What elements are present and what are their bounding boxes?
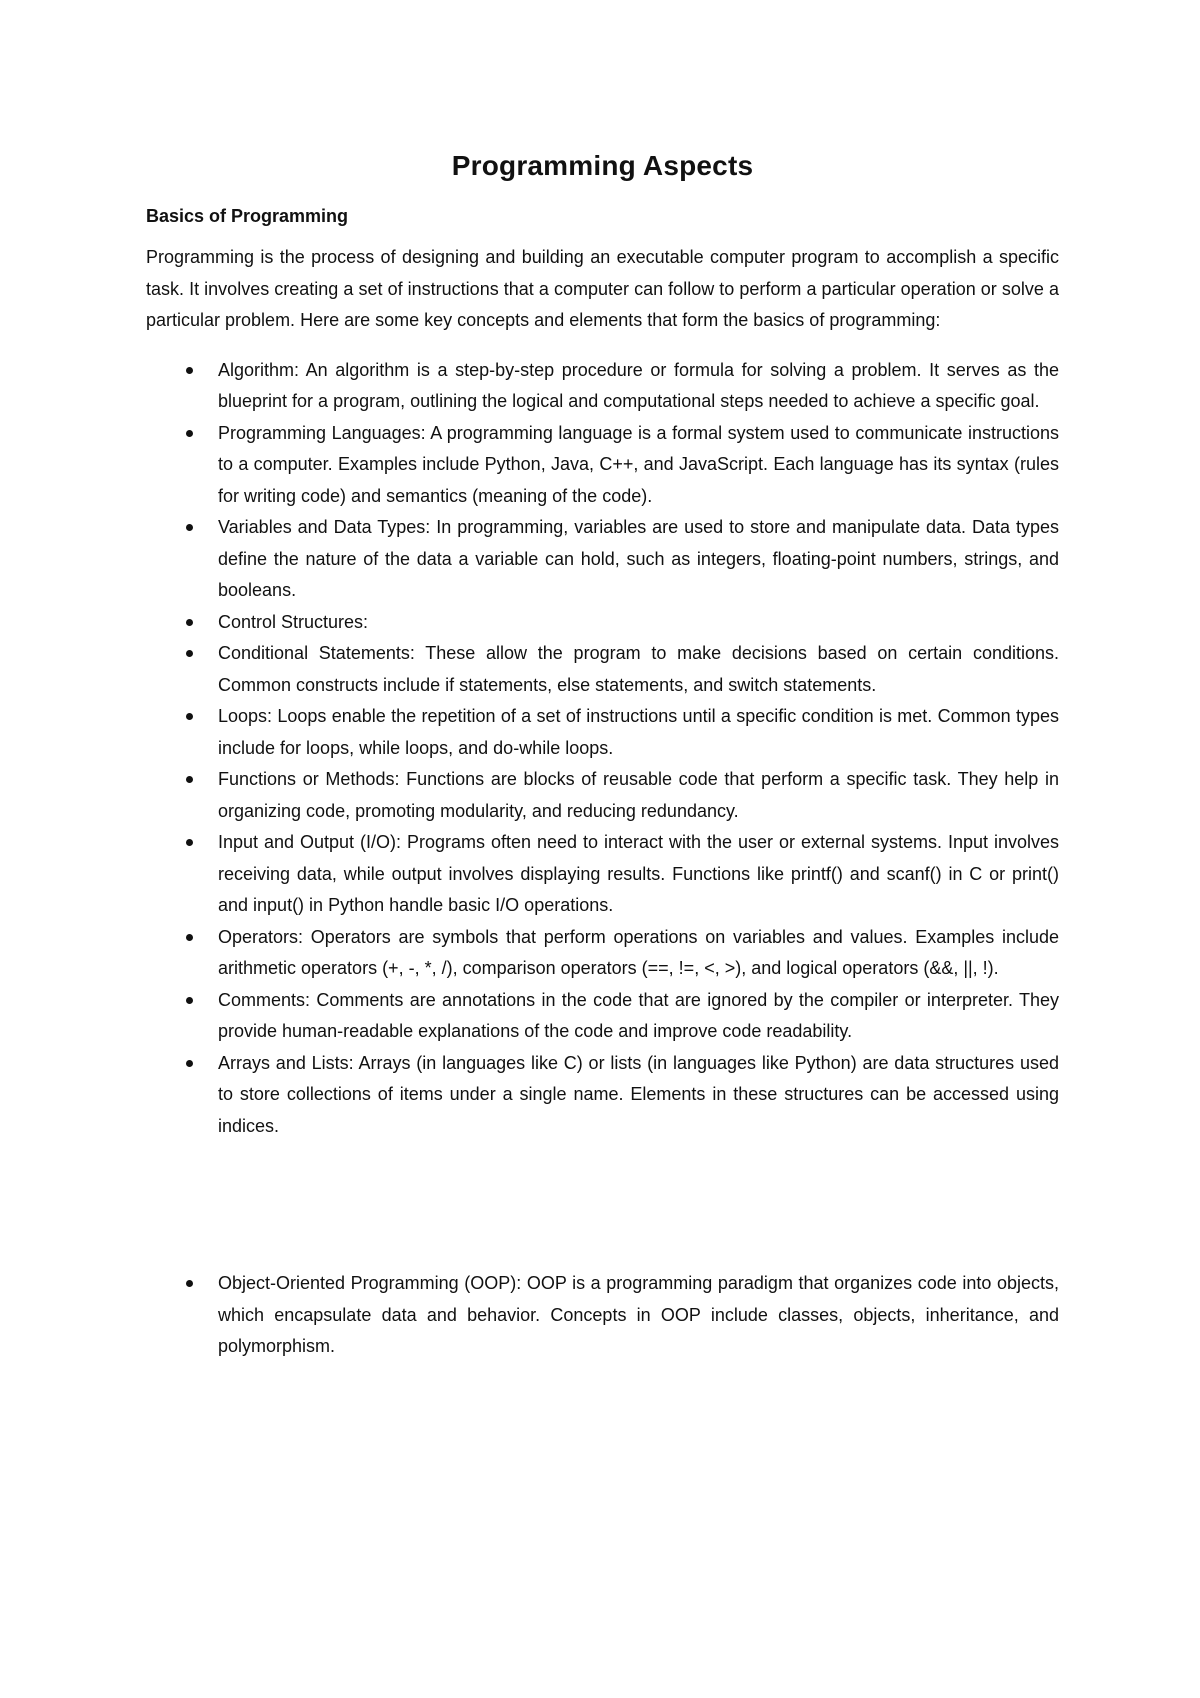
bullet-icon [186, 1060, 193, 1067]
bullet-icon [186, 934, 193, 941]
list-item-text: Functions or Methods: Functions are blocks of reusable code that perform a specific task. They help in organizing code, promoting modularity, and reducing redundancy. [218, 769, 1059, 821]
list-item-text: Object-Oriented Programming (OOP): OOP is a programming paradigm that organizes code into objects, which encapsulate data and behavior. Concepts in OOP include classes, objects, inheritance, and polymorphism. [218, 1273, 1059, 1356]
section-heading: Basics of Programming [146, 206, 349, 226]
bullet-icon [186, 524, 193, 531]
list-item-text: Conditional Statements: These allow the program to make decisions based on certain conditions. Common constructs include if statements, else statements, and switch statements. [218, 643, 1059, 695]
list-item-input-output [146, 827, 1059, 922]
list-item-text: Comments: Comments are annotations in the code that are ignored by the compiler or interpreter. They provide human-readable explanations of the code and improve code readability. [218, 989, 1059, 1041]
bullet-icon [186, 997, 193, 1004]
document-content [146, 148, 1059, 1363]
document-title: Programming Aspects [451, 150, 754, 181]
list-item-algorithm [146, 355, 1059, 418]
list-item-functions [146, 764, 1059, 827]
list-item-control-structures [146, 607, 1059, 639]
bullet-icon [186, 839, 193, 846]
bullet-icon [186, 776, 193, 783]
list-item-oop [146, 1268, 1059, 1363]
list-item-comments [146, 985, 1059, 1048]
concept-list [146, 355, 1059, 1143]
concept-list-continued [146, 1268, 1059, 1363]
bullet-icon [186, 1280, 193, 1287]
list-item-text: Loops: Loops enable the repetition of a set of instructions until a specific condition is met. Common types include for loops, while loops, and do-while loops. [218, 706, 1059, 758]
list-item-text: Programming Languages: A programming language is a formal system used to communicate instructions to a computer. Examples include Python, Java, C++, and JavaScript. Each language has its syntax (rules for writing code) and semantics (meaning of the code). [218, 422, 1059, 506]
list-item-text: Arrays and Lists: Arrays (in languages like C) or lists (in languages like Python) are data structures used to store collections of items under a single name. Elements in these structures can be accessed using indices. [218, 1052, 1059, 1136]
list-item-text: Algorithm: An algorithm is a step-by-step procedure or formula for solving a problem. It serves as the blueprint for a program, outlining the logical and computational steps needed to achieve a specific goal. [218, 359, 1059, 411]
list-item-text: Control Structures: [218, 611, 369, 632]
list-item-programming-languages [146, 418, 1059, 513]
list-item-operators [146, 922, 1059, 985]
list-item-arrays-lists [146, 1048, 1059, 1143]
list-item-loops [146, 701, 1059, 764]
list-item-text: Variables and Data Types: In programming, variables are used to store and manipulate data. Data types define the nature of the data a variable can hold, such as integers, floating-point numbers, strings, and booleans. [218, 517, 1059, 600]
intro-paragraph: Programming is the process of designing and building an executable computer program to accomplish a specific task. It involves creating a set of instructions that a computer can follow to perform a particular operation or solve a particular problem. Here are some key concepts and elements that form the basics of programming: [146, 247, 1059, 330]
bullet-icon [186, 619, 193, 626]
list-item-text: Input and Output (I/O): Programs often need to interact with the user or external systems. Input involves receiving data, while output involves displaying results. Functions like printf() and scanf() in C or print() and input() in Python handle basic I/O operations. [218, 832, 1059, 915]
list-item-text: Operators: Operators are symbols that perform operations on variables and values. Examples include arithmetic operators (+, -, *, /), comparison operators (==, !=, <, >), and logical operators (&&, ||, !). [218, 926, 1059, 978]
bullet-icon [186, 430, 193, 437]
blank-space [146, 1142, 1059, 1268]
bullet-icon [186, 713, 193, 720]
list-item-conditional-statements [146, 638, 1059, 701]
bullet-icon [186, 650, 193, 657]
list-item-variables [146, 512, 1059, 607]
bullet-icon [186, 367, 193, 374]
